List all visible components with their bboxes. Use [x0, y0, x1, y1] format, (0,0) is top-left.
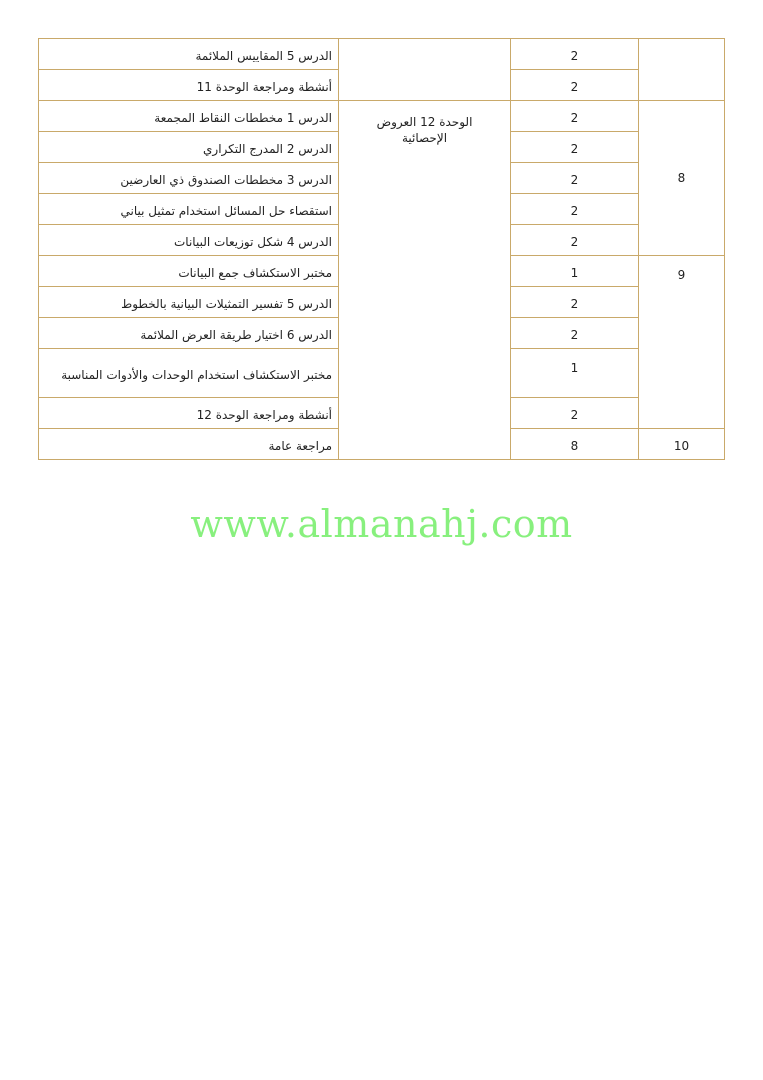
- lesson-cell: الدرس 4 شكل توزيعات البيانات: [39, 225, 339, 256]
- lesson-cell: الدرس 3 مخططات الصندوق ذي العارضين: [39, 163, 339, 194]
- lesson-count-cell: 2: [511, 398, 639, 429]
- unit-title: الوحدة 12 العروض الإحصائية: [376, 115, 473, 145]
- lesson-count-cell: 1: [511, 349, 639, 398]
- lesson-cell: مراجعة عامة: [39, 429, 339, 460]
- lesson-cell: مختبر الاستكشاف استخدام الوحدات والأدوات المناسبة: [39, 349, 339, 398]
- lesson-count-cell: 2: [511, 101, 639, 132]
- lesson-cell: مختبر الاستكشاف جمع البيانات: [39, 256, 339, 287]
- lesson-cell: أنشطة ومراجعة الوحدة 12: [39, 398, 339, 429]
- lesson-count-cell: 2: [511, 194, 639, 225]
- lesson-cell: الدرس 1 مخططات النقاط المجمعة: [39, 101, 339, 132]
- lesson-count-cell: 2: [511, 70, 639, 101]
- lesson-count-cell: 2: [511, 318, 639, 349]
- lesson-cell: الدرس 5 تفسير التمثيلات البيانية بالخطوط: [39, 287, 339, 318]
- lesson-cell: الدرس 6 اختيار طريقة العرض الملائمة: [39, 318, 339, 349]
- table-row: [39, 39, 725, 70]
- website-watermark: www.almanahj.com: [190, 502, 573, 546]
- lesson-cell: الدرس 5 المقاييس الملائمة: [39, 39, 339, 70]
- lesson-count-cell: 2: [511, 163, 639, 194]
- lesson-cell: استقصاء حل المسائل استخدام تمثيل بياني: [39, 194, 339, 225]
- lesson-count-cell: 1: [511, 256, 639, 287]
- curriculum-plan-table: [38, 38, 725, 460]
- week-number-cell: 10: [639, 429, 725, 460]
- unit-title-cell: [339, 101, 511, 460]
- lesson-count-cell: 8: [511, 429, 639, 460]
- lesson-count-cell: 2: [511, 39, 639, 70]
- week-cell-empty: [639, 39, 725, 101]
- lesson-count-cell: 2: [511, 287, 639, 318]
- lesson-cell: أنشطة ومراجعة الوحدة 11: [39, 70, 339, 101]
- week-number-cell: 9: [639, 256, 725, 429]
- lesson-count-cell: 2: [511, 132, 639, 163]
- unit-cell-empty: [339, 39, 511, 101]
- lesson-count-cell: 2: [511, 225, 639, 256]
- lesson-cell: الدرس 2 المدرج التكراري: [39, 132, 339, 163]
- week-number-cell: 8: [639, 101, 725, 256]
- table-row: [39, 101, 725, 132]
